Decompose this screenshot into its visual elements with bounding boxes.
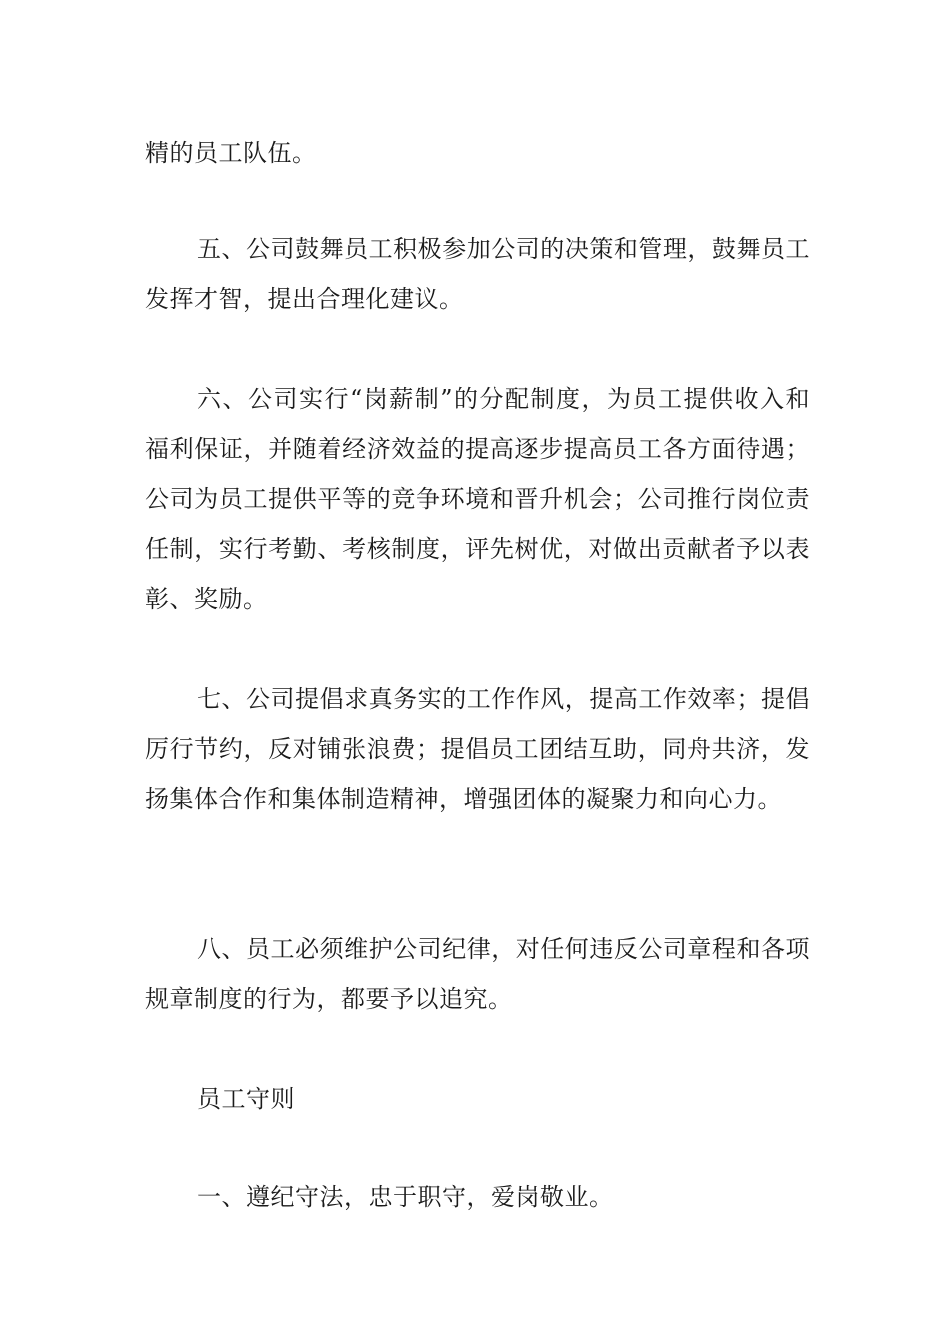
- paragraph-article-5: 五、公司鼓舞员工积极参加公司的决策和管理，鼓舞员工发挥才智，提出合理化建议。: [145, 235, 810, 313]
- section-heading-employee-rules: 员工守则: [197, 1085, 295, 1113]
- paragraph-article-7: 七、公司提倡求真务实的工作作风，提高工作效率；提倡厉行节约，反对铺张浪费；提倡员工团结互助，同舟共济，发扬集体合作和集体制造精神，增强团体的凝聚力和向心力。: [145, 685, 810, 813]
- paragraph-continuation: 精的员工队伍。: [145, 139, 317, 167]
- paragraph-rule-1: 一、遵纪守法，忠于职守，爱岗敬业。: [197, 1183, 614, 1211]
- paragraph-article-6: 六、公司实行“岗薪制”的分配制度，为员工提供收入和福利保证，并随着经济效益的提高逐步提高员工各方面待遇；公司为员工提供平等的竞争环境和晋升机会；公司推行岗位责任制，实行考勤、考核制度，评先树优，对做出贡献者予以表彰、奖励。: [145, 385, 810, 613]
- paragraph-article-8: 八、员工必须维护公司纪律，对任何违反公司章程和各项规章制度的行为，都要予以追究。: [145, 935, 810, 1013]
